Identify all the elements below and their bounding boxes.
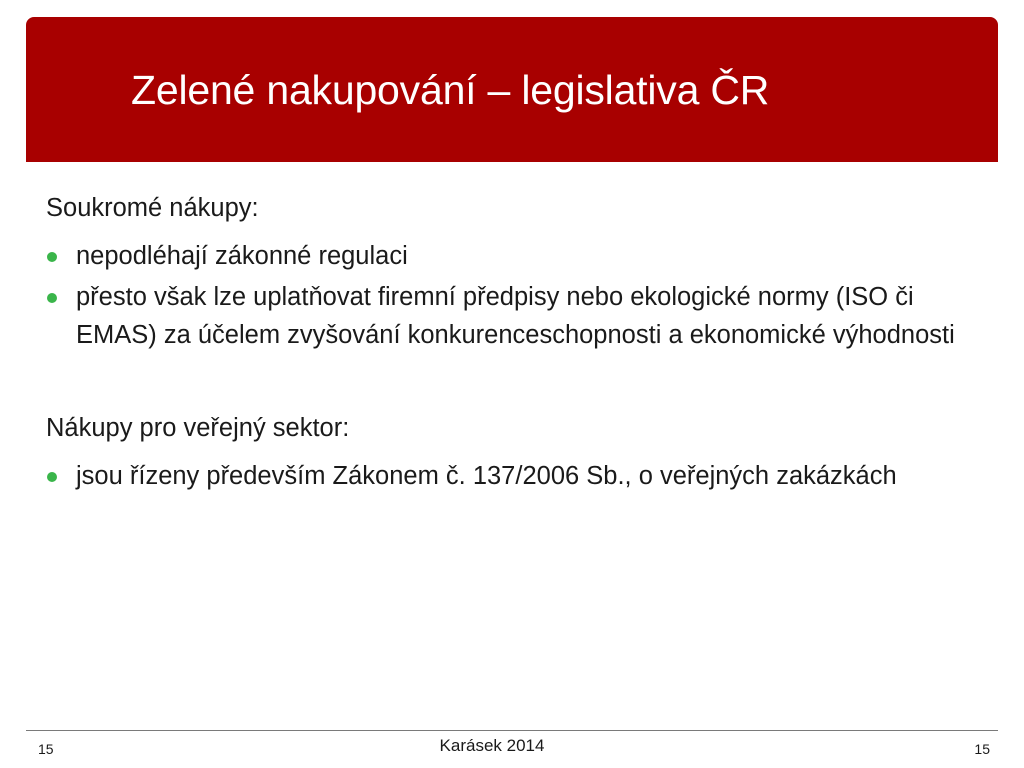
section-spacer (46, 357, 986, 409)
bullet-text: nepodléhají zákonné regulaci (76, 242, 408, 270)
bullet-list (46, 237, 986, 354)
bullet-dot-icon (47, 472, 57, 482)
bullet-dot-icon (47, 252, 57, 262)
slide-title: Zelené nakupování – legislativa ČR (131, 67, 770, 113)
list-item (46, 457, 986, 495)
footer-divider (26, 730, 998, 731)
section-heading: Nákupy pro veřejný sektor: (46, 414, 350, 442)
section-public (46, 409, 986, 495)
bullet-list (46, 457, 986, 495)
list-item (46, 278, 986, 354)
list-item (46, 237, 986, 275)
bullet-dot-icon (47, 293, 57, 303)
slide-number-left: 15 (38, 741, 54, 757)
slide-number-right: 15 (974, 741, 990, 757)
bullet-text: jsou řízeny především Zákonem č. 137/2006 Sb., o veřejných zakázkách (76, 462, 897, 490)
section-heading: Soukromé nákupy: (46, 194, 259, 222)
footer-author: Karásek 2014 (439, 736, 545, 755)
section-private (46, 189, 986, 354)
slide-content (46, 189, 986, 498)
bullet-text: přesto však lze uplatňovat firemní předpisy nebo ekologické normy (ISO či EMAS) za účelem zvyšování konkurenceschopnosti a ekonomické výhodnosti (76, 283, 955, 349)
